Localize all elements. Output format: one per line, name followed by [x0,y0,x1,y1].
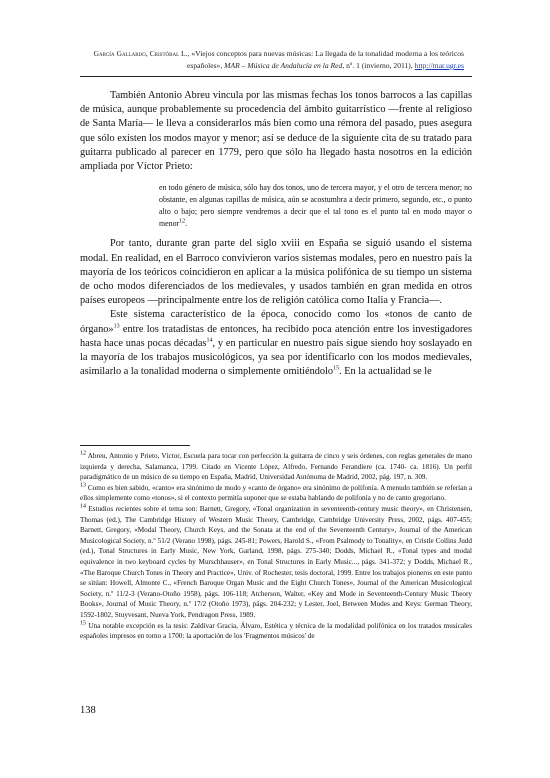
paragraph-3-text-d: . En la actualidad se le [339,366,432,378]
block-quote: en todo género de música, sólo hay dos tonos, uno de tercera mayor, y el otro de tercera menor; no obstante, en algunas capillas de música, aún se acostumbra a decir primero, segundo, etc., o punto alto o bajo; pero siempre vendremos a decir que el tal tono es el punto tal en modo mayor o menor$^{12}$. [159,183,472,228]
header-issue: , nº. 1 (invierno, 2011), [342,61,413,70]
paragraph-3 [80,308,472,379]
footnote-number: 13 [80,482,86,489]
footnotes [80,451,472,642]
footnote-text: Estudios recientes sobre el tema son: Barnett, Gregory, «Tonal organization in seventeenth-century music theory», en Christensen, Thomas (ed.), The Cambridge History of Western Music Theory, Cambridge, Cambridge University Press, 2002, págs. 407-455; Barnett, Gregory, «Modal Theory, Church Keys, and the Sonata at the end of the Seventeenth Century», Journal of the American Musicological Society, n.º 51/2 (Verano 1998), págs. 245-81; Powers, Harold S., «From Psalmody to Tonality», en Cristle Collins Judd (ed.), Tonal Structures in Early Music, New York, Garland, 1998, págs. 275-340; Dodds, Michael R., «Tonal types and modal equivalence in two keyboard cycles by Murschhauser», en Tonal Structures in Early Music..., págs. 341-372; y Dodds, Michael R., «The Baroque Church Tones in Theory and Practice», Univ. of Rochester, tesis doctoral, 1999. Entre los trabajos pioneros en este punto se sitúan: Howell, Almonte C., «French Baroque Organ Music and the Eight Church Tones», Journal of the American Musicological Society, n.º 11/2-3 (Verano-Otoño 1958), págs. 106-118; Atcherson, Walter, «Key and Mode in Seventeenth-Century Music Theory Books», Journal of Music Theory, n.º 17/2 (Otoño 1973), págs. 204-232; y Lester, Joel, Between Modes and Keys: German Theory, 1592-1802, Stuyvesant, Nueva York, Pendragon Press, 1989. [80,504,472,619]
running-header [84,48,464,72]
paragraph-3-text-b: entre los tratadistas de entonces, ha recibido poca atención entre los investigadores hasta hace unas pocas décadas [80,323,472,349]
footnote-number: 12 [80,450,86,457]
footnote-text: Una notable excepción es la tesis: Zaldívar Gracia, Álvaro, Estética y técnica de la modalidad polifónica en los tratados musicales españoles impresos en torno a 1700: la aportación de los 'Fragmentos músicos' de [80,621,473,641]
paragraph-3-text-c: , y en particular en nuestro país sigue siendo hoy soslayado en la mayoría de los trabajos musicológicos, ya sea por identificarlo con los modos medievales, asimilarlo a la tonalidad moderna o simplemente omitiéndolo [80,337,472,378]
footnote-text: Abreu, Antonio y Prieto, Víctor, Escuela para tocar con perfección la guitarra de cinco y seis órdenes, con reglas generales de mano izquierda y derecha, Salamanca, 1799. Citado en Vicente López, Alfredo, Fernando Ferandiere (ca. 1740- ca. 1816). Un perfil paradigmático de un músico de su tiempo en España, Madrid, Universidad Autónoma de Madrid, 2002, pág. 197, n. 309. [80,452,473,482]
header-link[interactable]: http://mar.ugr.es [414,61,464,70]
footnote-ref-14[interactable]: 14 [206,337,213,344]
footnote-ref-15[interactable]: 15 [333,365,340,372]
footnote-text: Como es bien sabido, «canto» era sinónimo de modo y «canto de órgano» era sinónimo de polifonía. A menudo también se referían a ellos simplemente como «tonos», si el contexto permitía suponer que se estaba hablando de polifonía y no de canto gregoriano. [80,483,473,503]
footnote-rule [80,445,190,446]
footnote-ref-13[interactable]: 13 [113,323,120,330]
footnote [80,483,472,504]
header-title: «Viejos conceptos para nuevas músicas: La llegada de la tonalidad moderna a los teóricos españoles», [187,49,464,70]
main-text [80,89,472,379]
footnote [80,621,472,642]
quote-text: en todo género de música, sólo hay dos tonos, uno de tercera mayor, y el otro de tercera menor; no obstante, en algunas capillas de música, aún se acostumbra a decir primero, segundo, etc., o punto alto o bajo; pero siempre vendremos a decir que el tal tono es el punto tal en modo mayor o menor [159,183,472,228]
footnote-ref-12[interactable]: 12 [179,217,186,224]
header-rule [80,76,472,77]
header-author: García Gallardo, Cristóbal L., [93,49,190,58]
footnote [80,504,472,621]
paragraph-3-text-a: Este sistema característico de la época, conocido como los «tonos de canto de órgano» [80,309,472,335]
page-number: 138 [80,705,96,716]
footnote-number: 14 [80,503,86,510]
footnote [80,451,472,483]
footnote-number: 15 [80,620,86,627]
header-journal: MAR – Música de Andalucía en la Red [224,61,343,70]
paragraph-1: También Antonio Abreu vincula por las mismas fechas los tonos barrocos a las capillas de música, aunque probablemente su procedencia del ámbito guitarrístico —frente al religioso de Santa María— le lleva a considerarlos más bien como una rémora del pasado, pues asegura que sólo existen los modos mayor y menor; así se deduce de la siguiente cita de su tratado para guitarra publicado al parecer en 1779, pero que sólo ha llegado hasta nosotros en la edición ampliada por Víctor Prieto: [80,90,472,173]
paragraph-2: Por tanto, durante gran parte del siglo xviii en España se siguió usando el sistema modal. En realidad, en el Barroco convivieron varios sistemas modales, pero en nuestro país la mayoría de los teóricos coincidieron en aplicar a la música polifónica de su tiempo un sistema de ocho modos diferenciados de los medievales, y usados también en gran medida en otros países europeos —principalmente entre los de religión católica como Italia y Francia—. [80,238,472,307]
